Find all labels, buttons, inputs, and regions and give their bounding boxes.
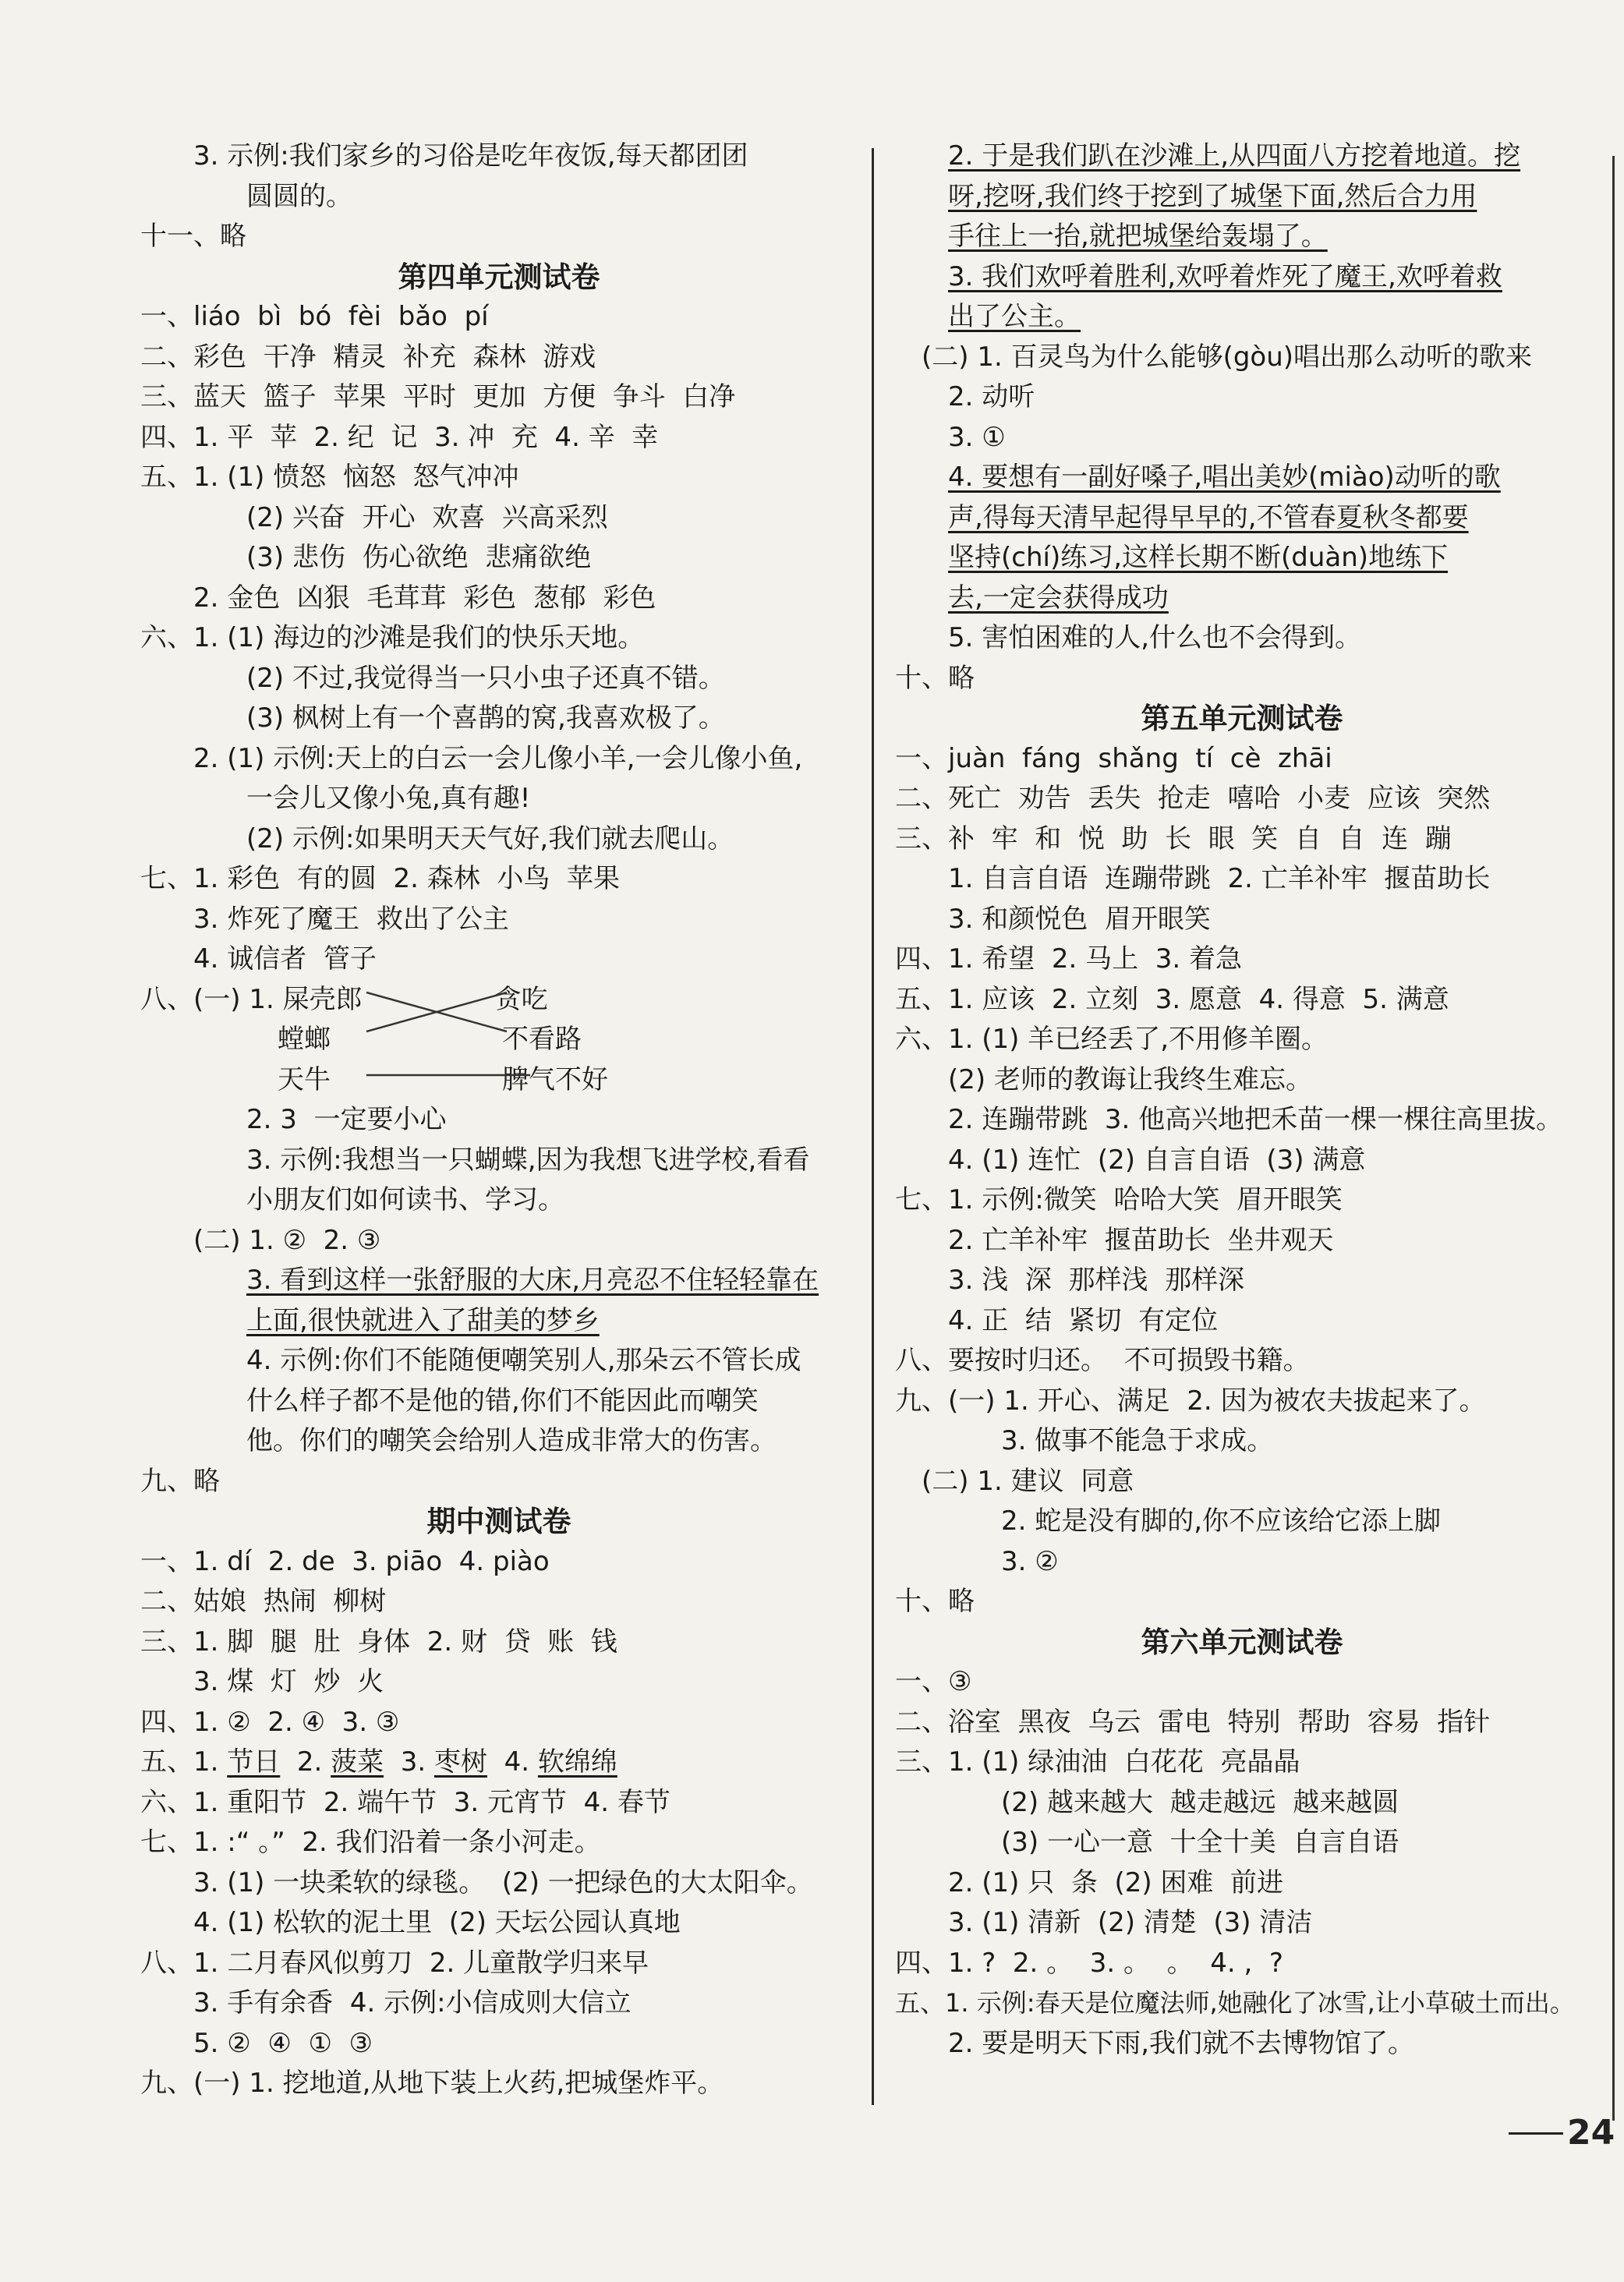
answer-line: 4. 正 结 紧切 有定位	[948, 1304, 1219, 1336]
match-right: 脾气不好	[502, 1063, 608, 1095]
answer-line: 七、1. 示例:微笑 哈哈大笑 眉开眼笑	[895, 1184, 1343, 1215]
answer-line: 十、略	[895, 662, 975, 694]
answer-line: (3) 悲伤 伤心欲绝 悲痛欲绝	[246, 542, 592, 573]
answer-line: 3. 做事不能急于求成。	[1001, 1425, 1274, 1456]
answer-line: 坚持(chí)练习,这样长期不断(duàn)地练下	[948, 542, 1449, 573]
answer-line: 六、1. (1) 海边的沙滩是我们的快乐天地。	[140, 622, 645, 653]
match-right: 不看路	[502, 1024, 582, 1055]
match-left: 天牛	[278, 1063, 331, 1095]
answer-line: 二、浴室 黑夜 乌云 雷电 特别 帮助 容易 指针	[895, 1706, 1491, 1738]
matching-row	[140, 1060, 858, 1101]
answer-line: 三、蓝天 篮子 苹果 平时 更加 方便 争斗 白净	[140, 381, 736, 412]
answer-line: (3) 一心一意 十全十美 自言自语	[1001, 1827, 1399, 1858]
answer-line: 4. (1) 连忙 (2) 自言自语 (3) 满意	[948, 1144, 1366, 1176]
answer-line: 3. 炸死了魔王 救出了公主	[193, 903, 509, 935]
answer-line: 八、1. 二月春风似剪刀 2. 儿童散学归来早	[140, 1947, 649, 1979]
answer-line: 2. 3 一定要小心	[246, 1104, 447, 1135]
answer-line: 3. (1) 清新 (2) 清楚 (3) 清洁	[948, 1907, 1313, 1938]
answer-line: 4. 要想有一副好嗓子,唱出美妙(miào)动听的歌	[948, 462, 1501, 493]
text: 五、1.	[140, 1746, 228, 1778]
answer-line: 六、1. 重阳节 2. 端午节 3. 元宵节 4. 春节	[140, 1786, 670, 1818]
matching-lines	[366, 983, 548, 1049]
answer-line: 4. 示例:你们不能随便嘲笑别人,那朵云不管长成	[246, 1345, 801, 1376]
answer-line: (2) 越来越大 越走越远 越来越圆	[1001, 1786, 1399, 1818]
answer-line: 一、juàn fáng shǎng tí cè zhāi	[895, 742, 1332, 774]
right-column	[895, 136, 1589, 2064]
page-number: 24	[1567, 2113, 1615, 2153]
answer-line: 九、略	[140, 1465, 220, 1497]
page-edge-line	[1612, 156, 1615, 2121]
answer-line: 2. 动听	[948, 381, 1035, 412]
answer-line: 三、补 牢 和 悦 助 长 眼 笑 自 自 连 蹦	[895, 823, 1452, 854]
underlined-word: 枣树	[434, 1746, 487, 1778]
answer-line: 一会儿又像小兔,真有趣!	[246, 783, 531, 814]
answer-line: 什么样子都不是他的错,你们不能因此而嘲笑	[246, 1385, 759, 1417]
answer-line: 3. ②	[1001, 1545, 1059, 1577]
answer-line: 五、1. 应该 2. 立刻 3. 愿意 4. 得意 5. 满意	[895, 983, 1449, 1015]
answer-line: 四、1. ? 2. 。 3. 。 。 4. , ?	[895, 1947, 1283, 1979]
answer-line: 三、1. (1) 绿油油 白花花 亮晶晶	[895, 1746, 1300, 1778]
answer-line: 六、1. (1) 羊已经丢了,不用修羊圈。	[895, 1024, 1329, 1055]
answer-line: (二) 1. 百灵鸟为什么能够(gòu)唱出那么动听的歌来	[922, 341, 1533, 373]
answer-line: 五、1. (1) 愤怒 恼怒 怒气冲冲	[140, 462, 519, 493]
answer-line: (二) 1. ② 2. ③	[193, 1224, 381, 1256]
answer-line: 出了公主。	[948, 301, 1081, 332]
answer-line: 呀,挖呀,我们终于挖到了城堡下面,然后合力用	[948, 180, 1477, 212]
answer-line: 二、姑娘 热闹 柳树	[140, 1586, 387, 1617]
answer-line: 3. 和颜悦色 眉开眼笑	[948, 903, 1211, 935]
answer-line: 去,一定会获得成功	[948, 582, 1169, 614]
match-left: 八、(一) 1. 屎壳郎	[140, 983, 363, 1015]
section-title: 第五单元测试卷	[1141, 702, 1343, 735]
answer-line: 3. 我们欢呼着胜利,欢呼着炸死了魔王,欢呼着救	[948, 260, 1502, 292]
answer-line: 上面,很快就进入了甜美的梦乡	[246, 1304, 600, 1336]
answer-line: 七、1. 彩色 有的圆 2. 森林 小鸟 苹果	[140, 863, 620, 894]
answer-line: 一、③	[895, 1666, 972, 1697]
answer-line: (2) 老师的教诲让我终生难忘。	[948, 1063, 1312, 1095]
answer-line: 小朋友们如何读书、学习。	[246, 1184, 564, 1215]
section-title: 第六单元测试卷	[1141, 1625, 1343, 1659]
answer-line: 3. 手有余香 4. 示例:小信成则大信立	[193, 1987, 632, 2018]
answer-line: 5. 害怕困难的人,什么也不会得到。	[948, 622, 1362, 653]
answer-line: (2) 兴奋 开心 欢喜 兴高采烈	[246, 501, 608, 533]
answer-line: 3. 煤 灯 炒 火	[193, 1666, 384, 1697]
answer-line: 四、1. 平 苹 2. 纪 记 3. 冲 充 4. 辛 幸	[140, 421, 659, 453]
answer-line: 四、1. ② 2. ④ 3. ③	[140, 1706, 400, 1738]
answer-line: 3. ①	[948, 421, 1006, 453]
answer-line: 三、1. 脚 腿 肚 身体 2. 财 贷 账 钱	[140, 1626, 617, 1658]
left-column	[140, 136, 858, 2104]
answer-line: 2. (1) 只 条 (2) 困难 前进	[948, 1866, 1284, 1898]
answer-line: (3) 枫树上有一个喜鹊的窝,我喜欢极了。	[246, 702, 725, 734]
underlined-word: 软绵绵	[537, 1746, 617, 1778]
answer-line: 3. 浅 深 那样浅 那样深	[948, 1265, 1245, 1296]
answer-line: 5. ② ④ ① ③	[193, 2027, 373, 2059]
answer-line: 九、(一) 1. 开心、满足 2. 因为被农夫拔起来了。	[895, 1385, 1486, 1417]
answer-line: 手往上一抬,就把城堡给轰塌了。	[948, 221, 1328, 252]
answer-line: 1. 自言自语 连蹦带跳 2. 亡羊补牢 揠苗助长	[948, 863, 1491, 894]
answer-line: 2. 亡羊补牢 揠苗助长 坐井观天	[948, 1224, 1334, 1256]
answer-line: 2. 蛇是没有脚的,你不应该给它添上脚	[1001, 1505, 1442, 1537]
answer-line: 他。你们的嘲笑会给别人造成非常大的伤害。	[246, 1425, 777, 1456]
answer-line: (二) 1. 建议 同意	[922, 1465, 1134, 1497]
answer-line: 4. 诚信者 管子	[193, 943, 377, 975]
answer-line: 八、要按时归还。 不可损毁书籍。	[895, 1345, 1310, 1376]
answer-line: 2. 要是明天下雨,我们就不去博物馆了。	[948, 2027, 1415, 2059]
answer-line: 二、死亡 劝告 丢失 抢走 嘻哈 小麦 应该 突然	[895, 783, 1491, 814]
answer-line: 2. (1) 示例:天上的白云一会儿像小羊,一会儿像小鱼,	[193, 742, 803, 774]
answer-line: 五、1. 示例:春天是位魔法师,她融化了冰雪,让小草破土而出。	[895, 1988, 1575, 2018]
text: 2.	[280, 1746, 331, 1778]
match-left: 螳螂	[278, 1024, 331, 1055]
page-number-dash	[1509, 2132, 1563, 2135]
answer-line: 2. 连蹦带跳 3. 他高兴地把禾苗一棵一棵往高里拔。	[948, 1104, 1563, 1135]
answer-line: (2) 不过,我觉得当一只小虫子还真不错。	[246, 662, 725, 694]
match-right: 贪吃	[494, 983, 548, 1015]
answer-line: 3. 示例:我们家乡的习俗是吃年夜饭,每天都团团	[193, 140, 748, 172]
matching-line-straight	[366, 1072, 546, 1080]
answer-line: 十、略	[895, 1586, 975, 1617]
answer-line: 一、1. dí 2. de 3. piāo 4. piào	[140, 1545, 550, 1577]
answer-line: (2) 示例:如果明天天气好,我们就去爬山。	[246, 823, 734, 854]
answer-line: 3. 看到这样一张舒服的大床,月亮忍不住轻轻靠在	[246, 1265, 819, 1296]
answer-line	[140, 1742, 858, 1783]
answer-line: 2. 于是我们趴在沙滩上,从四面八方挖着地道。挖	[948, 140, 1521, 172]
answer-line: 七、1. :“ 。” 2. 我们沿着一条小河走。	[140, 1827, 601, 1858]
answer-line: 2. 金色 凶狠 毛茸茸 彩色 葱郁 彩色	[193, 582, 656, 614]
answer-line: 二、彩色 干净 精灵 补充 森林 游戏	[140, 341, 596, 373]
text: 4.	[487, 1746, 538, 1778]
answer-line: 声,得每天清早起得早早的,不管春夏秋冬都要	[948, 501, 1469, 533]
answer-line: 一、liáo bì bó fèi bǎo pí	[140, 301, 489, 332]
answer-line: 圆圆的。	[246, 180, 352, 212]
underlined-word: 菠菜	[331, 1746, 384, 1778]
section-title: 第四单元测试卷	[398, 260, 600, 294]
answer-line: 十一、略	[140, 221, 246, 252]
section-title: 期中测试卷	[426, 1505, 571, 1538]
underlined-word: 节日	[227, 1746, 281, 1778]
answer-line: 4. (1) 松软的泥土里 (2) 天坛公园认真地	[193, 1907, 681, 1938]
answer-line: 3. (1) 一块柔软的绿毯。 (2) 一把绿色的大太阳伞。	[193, 1866, 813, 1898]
answer-line: 九、(一) 1. 挖地道,从地下装上火药,把城堡炸平。	[140, 2068, 724, 2099]
answer-line: 3. 示例:我想当一只蝴蝶,因为我想飞进学校,看看	[246, 1144, 810, 1176]
text: 3.	[384, 1746, 434, 1778]
answer-line: 四、1. 希望 2. 马上 3. 着急	[895, 943, 1242, 975]
column-divider	[872, 148, 874, 2105]
